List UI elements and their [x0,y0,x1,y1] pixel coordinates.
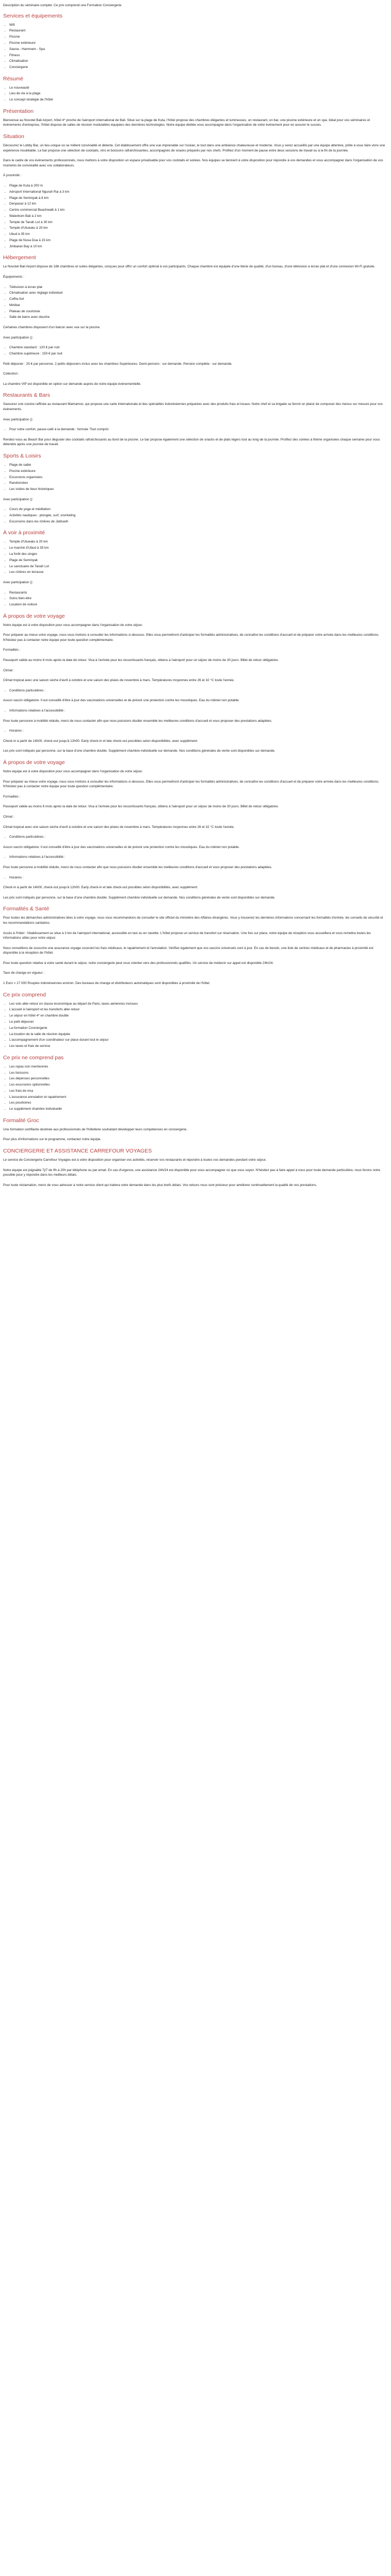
prices-list [3,427,388,432]
list-item: • Les repas non mentionnés [9,1064,388,1070]
propos-heading: À propos de votre voyage [3,759,65,766]
noncompris-heading: Ce prix ne comprend pas [3,1054,64,1061]
propos-text: Aucun vaccin obligatoire. Il est conseillé d'être à jour des vaccinations universelles et de prévoir une protection contre les moustiques. Eau du robinet non potable. [3,845,240,849]
services-heading: Services et équipements [3,12,62,19]
presentation-text: Bienvenue au Novotel Bali Airport, hôtel 4* proche de l'aéroport international de Bali. Situé sur la plage de Kuta, l'hôtel propose des chambres élégantes et lumineuses, un restaurant, un bar, une piscine extérieure et un spa. Idéal pour vos séminaires et événements d'entreprise, l'hôtel dispose de salles de réunion modulables équipées des dernières technologies. Notre équipe dédiée vous accompagne dans l'organisation de votre événement pour en assurer le succès. [3,118,370,127]
participation-label: Avec participation (): [3,580,34,584]
propos-text: Passeport valide au moins 6 mois après la date de retour. Visa à l'arrivée pour les ressortissants français, obtenu à l'aéroport pour un séjour de moins de 30 jours. Billet de retour obligatoire. [3,805,279,809]
prices-list [3,345,388,356]
situation-heading: Situation [3,133,24,140]
list-item: • Les rizières en terrasse [9,570,388,575]
list-item: • Activités nautiques : plongée, surf, snorkeling [9,513,388,518]
climat-label: Climat : [3,815,14,819]
list-item: • Soins bien-être [9,596,388,601]
list-item: • Les taxes et frais de service [9,1044,388,1049]
list-item: • Cours de yoga et méditation [9,507,388,512]
situation-section [3,133,388,249]
list-item: • Plage de sable [9,463,388,468]
list-item: • Plage de Seminyak [9,558,388,563]
participation-list [3,590,388,607]
list-item: • Le petit déjeuner [9,1020,388,1025]
list-item: • Le marché d'Ubud à 35 km [9,546,388,551]
propos-intro: Notre équipe est à votre disposition pour vous accompagner dans l'organisation de votre séjour. [3,770,143,773]
voir-section [3,530,388,607]
restaurants-section [3,392,388,447]
list-item: • Le nouveauté [9,86,388,91]
resume-section [3,76,388,103]
list-item: • L'accompagnement d'un coordinateur sur place durant tout le séjour [9,1038,388,1043]
list-item: • Le concept stratégie de l'hôtel [9,97,388,103]
propos-intro: Notre équipe est à votre disposition pour vous accompagner dans l'organisation de votre séjour. [3,623,143,627]
concierge-text: Notre équipe est joignable 7j/7 de 9h à 20h par téléphone ou par email. En cas d'urgence, une assistance 24h/24 est disponible pour vous accompagner où que vous soyez. N'hésitez pas à faire appel à nous pour toute demande particulière, nous ferons notre possible pour y répondre dans les meilleurs délais. [3,1168,381,1177]
sports-heading: Sports & Loisirs [3,452,41,459]
list-item: • Conciergerie [9,65,388,70]
list-item: • Climatisation [9,59,388,64]
list-item: • Plage de Kuta à 200 m [9,183,388,189]
list-item: • Les vols aller-retour en classe économique au départ de Paris, taxes aériennes incluses [9,1002,388,1007]
prices-list [3,507,388,524]
list-item: • Aéroport International Ngurah Rai à 3 km [9,190,388,195]
list-item: • Climatisation avec réglage individuel [9,291,388,296]
forma-text: Pour plus d'informations sur le programme, contactez notre équipe. [3,1138,102,1142]
list-item: • Conditions particulières : [9,688,388,693]
list-item: • Télévision à écran plat [9,285,388,290]
list-item: • Minibar [9,303,388,308]
list-item: • Restaurants [9,590,388,596]
compris-list [3,1002,388,1049]
list-item: • Excursions dans les rizières de Jatiluwih [9,519,388,524]
hebergement-note: Certaines chambres disposent d'un balcon avec vue sur la piscine. [3,326,101,330]
list-item: • Plateau de courtoisie [9,309,388,314]
resume-heading: Résumé [3,75,24,82]
breakfast-text: Petit déjeuner : 25 € par personne. 2 petits déjeuners inclus avec les chambres Supérieures. Demi-pension : sur demande. Pension complète : sur demande. [3,362,233,366]
list-item: • Les visites de lieux historiques [9,487,388,492]
list-item: • Temple de Tanah Lot à 30 km [9,220,388,225]
list-item: • Informations relatives à l'accessibilité : [9,708,388,714]
prices-label: Avec participation (): [3,417,34,421]
prices-label: Avec participation (): [3,497,34,501]
presentation-heading: Présentation [3,108,34,114]
list-item: • Wifi [9,23,388,28]
conditions-list [3,688,388,693]
propos-text: Check-in à partir de 14h00, check-out jusqu'à 12h00. Early check-in et late check-out possibles selon disponibilités, avec supplément. [3,886,198,890]
list-item: • Coffre-fort [9,297,388,302]
propos-text: Aucun vaccin obligatoire. Il est conseillé d'être à jour des vaccinations universelles et de prévoir une protection contre les moustiques. Eau du robinet non potable. [3,699,240,703]
prices-label: Avec participation (): [3,335,34,340]
list-item: • Centre commercial Beachwalk à 1 km [9,208,388,213]
list-item: • Piscine [9,35,388,40]
list-item: • Le séjour en hôtel 4* en chambre double [9,1013,388,1019]
equip-list [3,285,388,320]
situation-text-2: Dans le cadre de vos événements professionnels, nous mettons à votre disposition un espace privatisable pour vos cocktails et soirées. Nos équipes se tiennent à votre disposition pour répondre à vos demandes et vous accompagner dans l'organisation de vos moments de convivialité avec vos collaborateurs. [3,159,383,167]
formalites-label: Formalités : [3,794,21,799]
info-list [3,855,388,860]
list-item: • Salle de bains avec douche [9,315,388,320]
page [0,0,391,1188]
info-list [3,708,388,714]
intro-text: Description du séminaire complet. Ce prix comprend une Formation Conciergerie [3,4,122,7]
list-item: • Location de voiture [9,602,388,607]
concierge-text: Pour toute réclamation, merci de vous adresser à notre service client qui traitera votre demande dans les plus brefs délais. Vos retours nous sont précieux pour améliorer continuellement la qualité de nos prestations. [3,1183,317,1187]
list-item: • Excursions organisées [9,475,388,480]
services-list [3,23,388,70]
list-item: • Fitness [9,53,388,58]
climat-label: Climat : [3,668,14,672]
list-item: • Piscine extérieure [9,469,388,474]
extra-text: La chambre VIP est disponible en option sur demande auprès de notre équipe événementielle. [3,382,141,386]
formalites-text: Pour toute question relative à votre santé durant le séjour, notre conciergerie peut vous orienter vers des professionnels qualifiés. Un service de médecin sur appel est disponible 24h/24. [3,961,274,965]
formalites-text: Accès à l'hôtel : l'établissement se situe à 3 km de l'aéroport international, accessible en taxi ou en navette. L'hôtel propose un service de transfert sur réservation. Une fois sur place, notre équipe de réception vous accueillera et vous remettra toutes les informations utiles pour votre séjour. [3,931,371,940]
list-item: • Horaires : [9,728,388,734]
noncompris-section [3,1055,388,1112]
compris-section [3,992,388,1049]
list-item: • Temple d'Uluwatu à 20 km [9,539,388,545]
resume-list [3,86,388,103]
list-item: • Randonnées [9,481,388,486]
concierge-section [3,1148,388,1188]
formalites-text: Taux de change en vigueur : [3,971,45,975]
list-item: • Ubud à 35 km [9,232,388,237]
list-item: • Jimbaran Bay à 10 km [9,244,388,249]
propos-text: Climat tropical avec une saison sèche d'avril à octobre et une saison des pluies de novembre à mars. Températures moyennes entre 26 et 32 °C toute l'année. [3,825,235,829]
list-item: • La location de la salle de réunion équipée [9,1032,388,1037]
list-item: • Piscine extérieure [9,41,388,46]
hebergement-heading: Hébergement [3,255,36,261]
horaires-list [3,875,388,880]
propos-text: Pour préparer au mieux votre voyage, nous vous invitons à consulter les informations ci-dessous. Elles vous permettront d'anticiper les formalités administratives, de connaître les conditions d'accueil et de préparer votre arrivée dans les meilleures conditions. N'hésitez pas à contacter notre équipe pour toute question complémentaire. [3,633,380,642]
hebergement-text: Le Novotel Bali Airport dispose de 188 chambres et suites élégantes, conçues pour offrir un confort optimal à vos participants. Chaque chambre est équipée d'une literie de qualité, d'un bureau, d'une télévision à écran plat et d'une connexion Wi-Fi gratuite. [3,265,376,269]
formalites-heading: Formalités & Santé [3,906,50,912]
conditions-list [3,835,388,840]
horaires-list [3,728,388,734]
propos-text: Pour toute personne à mobilité réduite, merci de nous contacter afin que nous puissions étudier ensemble les meilleures conditions d'accueil et vous proposer des prestations adaptées. [3,865,272,869]
formalites-text: Nous conseillons de souscrire une assurance voyage couvrant les frais médicaux, le rapatriement et l'annulation. Vérifiez également que vos vaccins universels sont à jour. En cas de besoin, une liste de centres médicaux et de pharmacies à proximité est disponible à la réception de l'hôtel. [3,946,373,955]
around-label: À proximité : [3,174,22,178]
list-item: • Restaurant [9,28,388,33]
list-item: • Temple d'Uluwatu à 20 km [9,226,388,231]
collect-label: Collection : [3,372,20,376]
list-item: • Le sanctuaire de Tanah Lot [9,564,388,569]
hebergement-section [3,255,388,386]
propos-section-2 [3,759,388,900]
list-item: • Pour votre confort, pause-café à la demande : formule 'Tout compris' [9,427,388,432]
list-item: • La forêt des singes [9,552,388,557]
propos-text: Les prix sont indiqués par personne, sur la base d'une chambre double. Supplément chambre individuelle sur demande. Nos conditions générales de vente sont disponibles sur demande. [3,749,275,753]
propos-text: Passeport valide au moins 6 mois après la date de retour. Visa à l'arrivée pour les ressortissants français, obtenu à l'aéroport pour un séjour de moins de 30 jours. Billet de retour obligatoire. [3,658,279,663]
forma-heading: Formalité Groc [3,1117,39,1124]
forma-section [3,1117,388,1142]
formalites-section [3,906,388,986]
list-item: • Les boissons [9,1071,388,1076]
formalites-label: Formalités : [3,648,21,652]
list-item: • Plage de Nusa Dua à 15 km [9,238,388,243]
compris-heading: Ce prix comprend [3,991,46,998]
voir-heading: À voir à proximité [3,530,45,536]
list-item: • Chambre standard : 120 € par nuit [9,345,388,350]
around-list [3,183,388,249]
situation-text-1: Découvrez le Lobby Bar, un lieu unique où se mêlent convivialité et détente. Cet établissement offre une vue imprenable sur l'océan, le tout dans une ambiance chaleureuse et moderne. Vous y serez accueillis par une équipe attentive, prête à vous faire vivre une expérience inoubliable. Le bar propose une sélection de cocktails, vins et boissons rafraîchissantes, accompagnés de snacks préparés par nos chefs. Profitez d'un moment de pause entre deux sessions de travail ou à la fin de la journée. [3,144,385,152]
propos-text: Check-in à partir de 14h00, check-out jusqu'à 12h00. Early check-in et late check-out possibles selon disponibilités, avec supplément. [3,739,198,743]
formalites-text: Pour toutes les démarches administratives liées à votre voyage, nous vous recommandons de consulter le site officiel du ministère des Affaires étrangères. Vous y trouverez les dernières informations concernant les formalités d'entrée, les conseils de sécurité et les recommandations sanitaires. [3,916,383,925]
noncompris-list [3,1064,388,1112]
propos-text: Pour préparer au mieux votre voyage, nous vous invitons à consulter les informations ci-dessous. Elles vous permettront d'anticiper les formalités administratives, de connaître les conditions d'accueil et de préparer votre arrivée dans les meilleures conditions. N'hésitez pas à contacter notre équipe pour toute question complémentaire. [3,779,380,789]
propos-text: Les prix sont indiqués par personne, sur la base d'une chambre double. Supplément chambre individuelle sur demande. Nos conditions générales de vente sont disponibles sur demande. [3,895,275,900]
list-item: • Les frais de visa [9,1089,388,1094]
list-item: • Chambre supérieure : 150 € par nuit [9,351,388,357]
list-item: • Le supplément chambre individuelle [9,1107,388,1112]
list-item: • L'accueil à l'aéroport et les transferts aller-retour [9,1007,388,1012]
list-item: • La formation Conciergerie [9,1026,388,1031]
list-item: • Les dépenses personnelles [9,1076,388,1081]
sports-section [3,453,388,524]
restaurants-heading: Restaurants & Bars [3,392,51,399]
bar-text: Rendez-vous au Beach Bar pour déguster des cocktails rafraîchissants au bord de la piscine. Le bar propose également une sélection de snacks et de plats légers tout au long de la journée. Profitez des soirées à thème organisées chaque semaine pour vous détendre après une journée de travail. [3,437,380,447]
list-item: • Sauna - Hammam - Spa [9,47,388,52]
list-item: • Denpasar à 12 km [9,201,388,207]
list-item: • Informations relatives à l'accessibilité : [9,855,388,860]
concierge-text: Le service de Conciergerie Carrefour Voyages est à votre disposition pour organiser vos activités, réserver vos restaurants et répondre à toutes vos demandes pendant votre séjour. [3,1158,267,1162]
presentation-section [3,108,388,128]
formalites-text: 1 Euro = 17 000 Roupies indonésiennes environ. Des bureaux de change et distributeurs automatiques sont disponibles à proximité de l'hôtel. [3,981,210,986]
list-item: • Plage de Seminyak à 8 km [9,196,388,201]
restaurants-text: Savourez une cuisine raffinée au restaurant Mamamoo, qui propose une carte internationale et des spécialités indonésiennes préparées avec des produits frais et locaux. Notre chef et sa brigade se feront un plaisir de composer des menus sur mesure pour vos événements. [3,402,383,411]
list-item: • Les excursions optionnelles [9,1082,388,1088]
list-item: • L'assurance annulation et rapatriement [9,1095,388,1100]
propos-section-1 [3,613,388,754]
list-item: • Waterbom Bali à 2 km [9,214,388,219]
propos-heading: À propos de votre voyage [3,613,65,619]
list-item: • Conditions particulières : [9,835,388,840]
equip-label: Équipements : [3,275,24,279]
forma-text: Une formation certifiante destinée aux professionnels de l'hôtellerie souhaitant développer leurs compétences en conciergerie. [3,1127,188,1131]
sports-list [3,463,388,492]
list-item: • Horaires : [9,875,388,880]
list-item: • Lieu de vie à la plage [9,91,388,96]
propos-text: Climat tropical avec une saison sèche d'avril à octobre et une saison des pluies de novembre à mars. Températures moyennes entre 26 et 32 °C toute l'année. [3,679,235,683]
propos-text: Pour toute personne à mobilité réduite, merci de nous contacter afin que nous puissions étudier ensemble les meilleures conditions d'accueil et vous proposer des prestations adaptées. [3,719,272,723]
services-section [3,13,388,70]
voir-list [3,539,388,575]
concierge-heading: CONCIERGERIE ET ASSISTANCE CARREFOUR VOYAGES [3,1147,152,1154]
list-item: • Les pourboires [9,1100,388,1106]
